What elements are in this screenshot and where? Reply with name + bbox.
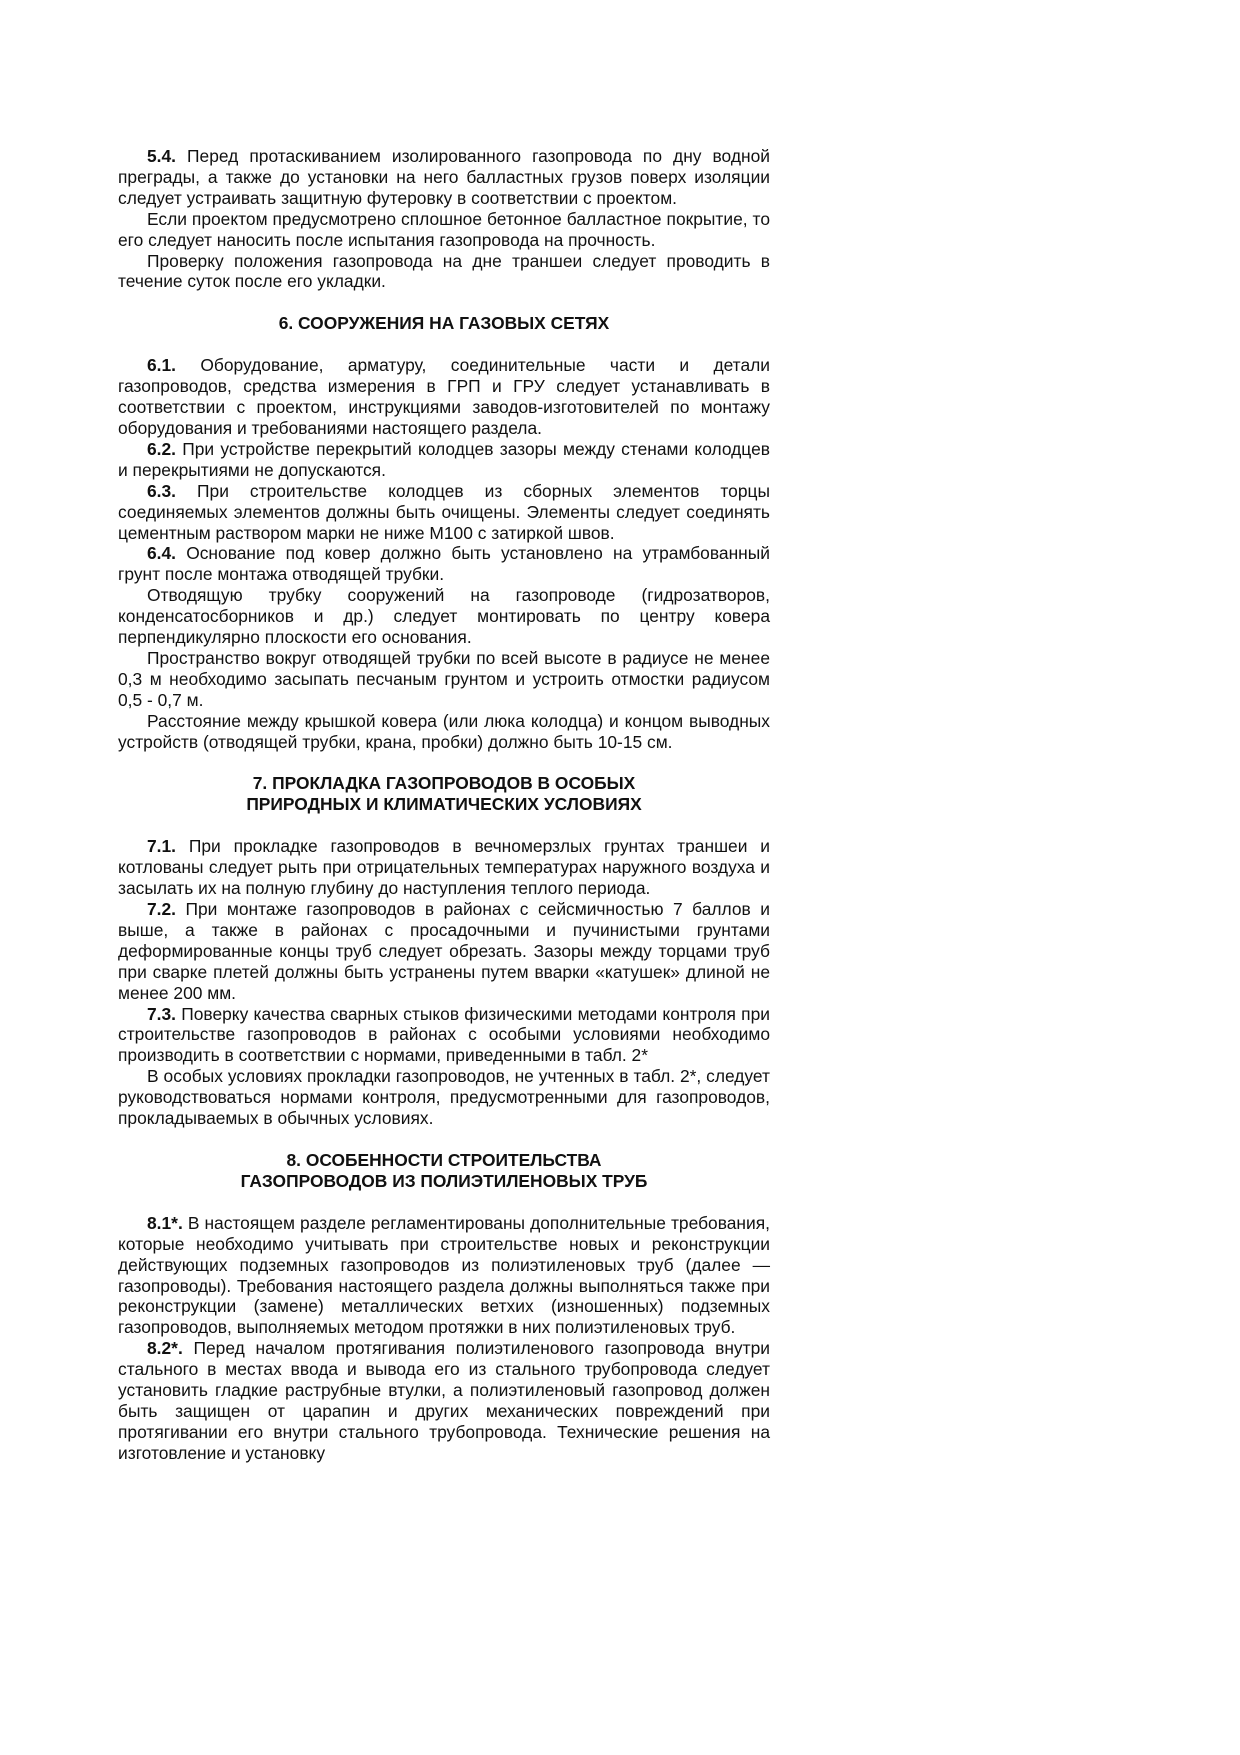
paragraph	[118, 209, 770, 251]
paragraph-8-1	[118, 1213, 770, 1338]
heading-line: 6. СООРУЖЕНИЯ НА ГАЗОВЫХ СЕТЯХ	[278, 313, 610, 334]
clause-number: 6.4.	[147, 543, 177, 564]
paragraph-5-4	[118, 146, 770, 209]
section-7	[118, 773, 770, 1129]
clause-number: 8.2*.	[147, 1338, 183, 1359]
paragraph-text: Поверку качества сварных стыков физическими методами контроля при строительстве газопроводов в районах с особыми условиями необходимо производить в соответствии с нормами, приведенными в табл. 2*	[118, 1003, 770, 1066]
heading-line: ПРИРОДНЫХ И КЛИМАТИЧЕСКИХ УСЛОВИЯХ	[246, 794, 642, 815]
paragraph-8-2	[118, 1338, 770, 1463]
paragraph-6-1	[118, 355, 770, 439]
paragraph-6-2	[118, 439, 770, 481]
paragraph	[118, 251, 770, 293]
section-8	[118, 1150, 770, 1464]
paragraph-text: Если проектом предусмотрено сплошное бетонное балластное покрытие, то его следует наносить после испытания газопровода на прочность.	[118, 208, 770, 250]
section-6	[118, 313, 770, 752]
clause-number: 8.1*.	[147, 1212, 183, 1233]
document-body	[118, 146, 770, 1464]
section-heading	[118, 773, 770, 815]
clause-number: 7.2.	[147, 899, 177, 919]
paragraph	[118, 648, 770, 711]
paragraph	[118, 585, 770, 648]
paragraph	[118, 711, 770, 753]
paragraph-7-3	[118, 1004, 770, 1067]
paragraph-text: Перед протаскиванием изолированного газопровода по дну водной преграды, а также до установки на него балластных грузов поверх изоляции следует устраивать защитную футеровку в соответствии с проектом.	[118, 146, 770, 208]
clause-number: 5.4.	[147, 146, 177, 166]
paragraph-text: В особых условиях прокладки газопроводов, не учтенных в табл. 2*, следует руководствоваться нормами контроля, предусмотренными для газопроводов, прокладываемых в обычных условиях.	[118, 1066, 770, 1129]
paragraph-text: При строительстве колодцев из сборных элементов торцы соединяемых элементов должны быть очищены. Элементы следует соединять цементным раствором марки не ниже М100 с затиркой швов.	[118, 480, 770, 543]
paragraph-text: Оборудование, арматуру, соединительные части и детали газопроводов, средства измерения в ГРП и ГРУ следует устанавливать в соответствии с проектом, инструкциями заводов-изготовителей по монтажу оборудования и требованиями настоящего раздела.	[118, 355, 770, 438]
clause-number: 6.1.	[147, 355, 177, 376]
paragraph-text: В настоящем разделе регламентированы дополнительные требования, которые необходимо учитывать при строительстве новых и реконструкции действующих подземных газопроводов из полиэтиленовых труб (далее — газопроводы). Требования настоящего раздела должны выполняться также при реконструкции (замене) металлических ветхих (изношенных) подземных газопроводов, выполняемых методом протяжки в них полиэтиленовых труб.	[118, 1212, 770, 1338]
section-5	[118, 146, 770, 292]
paragraph-7-2	[118, 899, 770, 1004]
paragraph-text: Расстояние между крышкой ковера (или люка колодца) и концом выводных устройств (отводящей трубки, крана, пробки) должно быть 10-15 см.	[118, 710, 770, 752]
clause-number: 6.2.	[147, 438, 177, 459]
paragraph	[118, 1066, 770, 1129]
paragraph-text: Пространство вокруг отводящей трубки по всей высоте в радиусе не менее 0,3 м необходимо засыпать песчаным грунтом и устроить отмостки радиусом 0,5 - 0,7 м.	[118, 647, 770, 710]
paragraph-text: Основание под ковер должно быть установлено на утрамбованный грунт после монтажа отводящей трубки.	[118, 543, 770, 585]
section-heading	[118, 1150, 770, 1192]
paragraph-text: Отводящую трубку сооружений на газопроводе (гидрозатворов, конденсатосборников и др.) следует монтировать по центру ковера перпендикулярно плоскости его основания.	[118, 585, 770, 648]
paragraph-text: При прокладке газопроводов в вечномерзлых грунтах траншеи и котлованы следует рыть при отрицательных температурах наружного воздуха и засылать их на полную глубину до наступления теплого периода.	[118, 836, 770, 899]
heading-line: 8. ОСОБЕННОСТИ СТРОИТЕЛЬСТВА	[286, 1149, 602, 1170]
paragraph-text: При монтаже газопроводов в районах с сейсмичностью 7 баллов и выше, а также в районах с просадочными и пучинистыми грунтами деформированные концы труб следует обрезать. Зазоры между торцами труб при сварке плетей должны быть устранены путем вварки «катушек» длиной не менее 200 мм.	[118, 899, 770, 1003]
paragraph-6-4	[118, 543, 770, 585]
paragraph-text: Проверку положения газопровода на дне траншеи следует проводить в течение суток после его укладки.	[118, 250, 770, 292]
heading-line: 7. ПРОКЛАДКА ГАЗОПРОВОДОВ В ОСОБЫХ	[252, 773, 636, 794]
clause-number: 7.3.	[147, 1003, 177, 1024]
paragraph-text: При устройстве перекрытий колодцев зазоры между стенами колодцев и перекрытиями не допускаются.	[118, 438, 770, 480]
clause-number: 6.3.	[147, 480, 177, 501]
section-heading	[118, 313, 770, 334]
paragraph-text: Перед началом протягивания полиэтиленового газопровода внутри стального в местах ввода и вывода его из стального трубопровода следует установить гладкие раструбные втулки, а полиэтиленовый газопровод должен быть защищен от царапин и других механических повреждений при протягивании его внутри стального трубопровода. Технические решения на изготовление и установку	[118, 1338, 770, 1463]
paragraph-6-3	[118, 481, 770, 544]
clause-number: 7.1.	[147, 836, 177, 857]
heading-line: ГАЗОПРОВОДОВ ИЗ ПОЛИЭТИЛЕНОВЫХ ТРУБ	[240, 1170, 648, 1191]
paragraph-7-1	[118, 836, 770, 899]
